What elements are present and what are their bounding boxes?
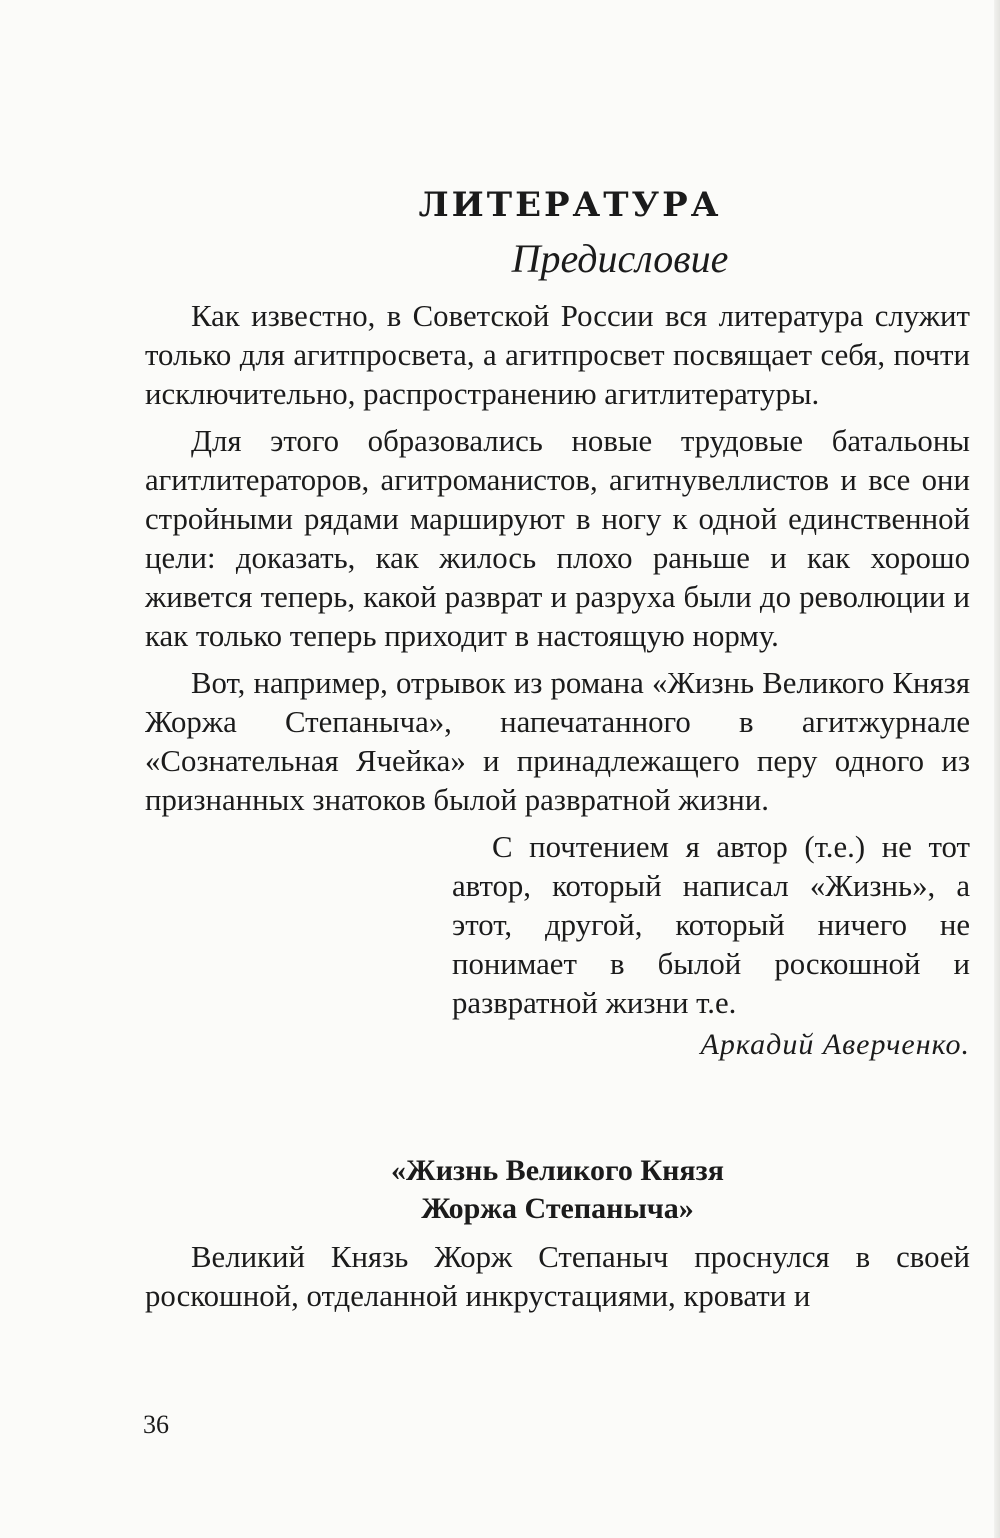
page-number: 36 [143, 1410, 169, 1439]
page-edge [994, 0, 1000, 1538]
page-content [145, 175, 970, 1324]
preface-paragraph-1: Как известно, в Советской России вся литература служит только для агитпросвета, а агитпросвет посвящает себя, почти исключительно, распространению агитлитературы. [145, 299, 970, 411]
story-first-paragraph: Великий Князь Жорж Степаныч проснулся в своей роскошной, отделанной инкрустациями, кровати и [145, 1240, 970, 1313]
section-title: ЛИТЕРАТУРА [418, 185, 722, 225]
preface-paragraph-2: Для этого образовались новые трудовые батальоны агитлитераторов, агитроманистов, агитнувеллистов и все они стройными рядами маршируют в ногу к одной единственной цели: доказать, как жилось плохо раньше и как хорошо живется теперь, какой разврат и разруха были до революции и как только теперь приходит в настоящую норму. [145, 424, 970, 653]
story-title-line-1: «Жизнь Великого Князя [391, 1154, 724, 1187]
signature-block: С почтением я автор (т.е.) не тот автор, который написал «Жизнь», а этот, другой, который ничего не понимает в былой роскошной и развратной жизни т.е. [452, 830, 970, 1020]
story-title [145, 1152, 970, 1228]
story-title-line-2: Жоржа Степаныча» [421, 1192, 694, 1225]
preface-paragraph-3: Вот, например, отрывок из романа «Жизнь Великого Князя Жоржа Степаныча», напечатанного в агитжурнале «Сознательная Ячейка» и принадлежащего перу одного из признанных знатоков былой развратной жизни. [145, 666, 970, 817]
section-subtitle: Предисловие [511, 236, 729, 281]
author-name: Аркадий Аверченко. [700, 1028, 970, 1061]
